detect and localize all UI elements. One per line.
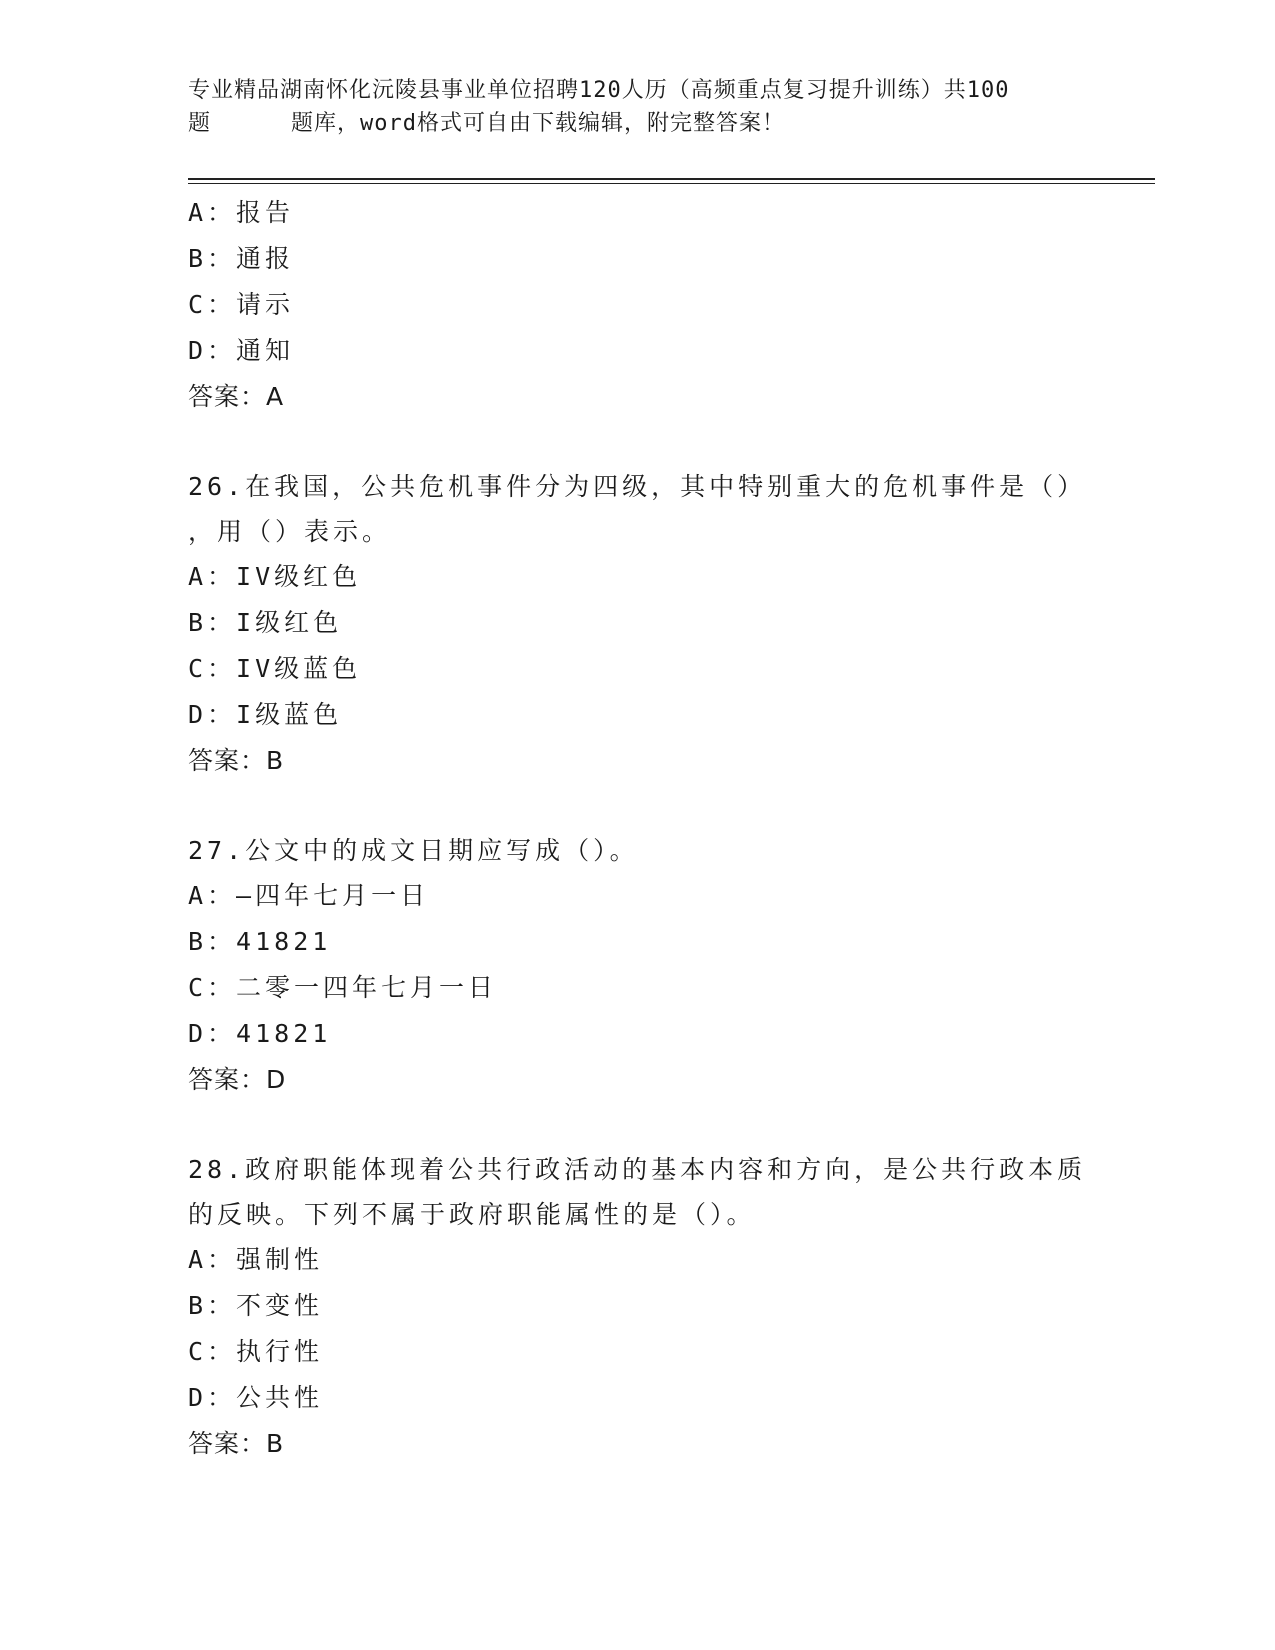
option-d: D：公共性 [188, 1383, 324, 1412]
option-d: D：I级蓝色 [188, 700, 343, 729]
answer-label: 答案：D [188, 1065, 287, 1094]
option-a: A：—四年七月一日 [188, 881, 430, 910]
page-header [188, 74, 1088, 140]
header-rule-thick [188, 178, 1155, 180]
question-content [188, 190, 1088, 1467]
option-b: B：41821 [188, 927, 332, 956]
header-rule-thin [188, 183, 1155, 184]
question-28 [188, 1147, 1088, 1467]
option-a: A：IV级红色 [188, 562, 362, 591]
question-26 [188, 464, 1088, 784]
question-stem-line-1: 27.公文中的成文日期应写成（）。 [188, 836, 639, 865]
option-c: C：请示 [188, 290, 295, 319]
answer-label: 答案：B [188, 1429, 285, 1458]
header-line-2-right: 题库，word格式可自由下载编辑，附完整答案！ [291, 111, 785, 136]
answer-label: 答案：A [188, 382, 285, 411]
answer-label: 答案：B [188, 746, 285, 775]
question-stem-line-1: 26.在我国，公共危机事件分为四级，其中特别重大的危机事件是（） [188, 472, 1087, 501]
header-line-2-left: 题 [188, 111, 212, 136]
question-spacer [188, 1103, 1088, 1147]
question-spacer [188, 784, 1088, 828]
header-title-line-1: 专业精品湖南怀化沅陵县事业单位招聘120人历（高频重点复习提升训练）共100 [188, 78, 1010, 103]
option-b: B：I级红色 [188, 608, 343, 637]
option-a: A：强制性 [188, 1245, 324, 1274]
question-stem-line-1: 28.政府职能体现着公共行政活动的基本内容和方向，是公共行政本质 [188, 1155, 1087, 1184]
question-stem-line-2: 的反映。下列不属于政府职能属性的是（）。 [188, 1200, 756, 1229]
option-a: A：报告 [188, 198, 295, 227]
header-title-line-2 [188, 107, 1088, 140]
question-27 [188, 828, 1088, 1103]
option-b: B：不变性 [188, 1291, 324, 1320]
option-b: B：通报 [188, 244, 295, 273]
option-c: C：执行性 [188, 1337, 324, 1366]
option-d: D：41821 [188, 1019, 332, 1048]
option-c: C：IV级蓝色 [188, 654, 362, 683]
question-spacer [188, 420, 1088, 464]
question-stem-line-2: ，用（）表示。 [188, 517, 392, 546]
option-c: C：二零一四年七月一日 [188, 973, 498, 1002]
option-d: D：通知 [188, 336, 295, 365]
question-25 [188, 190, 1088, 420]
